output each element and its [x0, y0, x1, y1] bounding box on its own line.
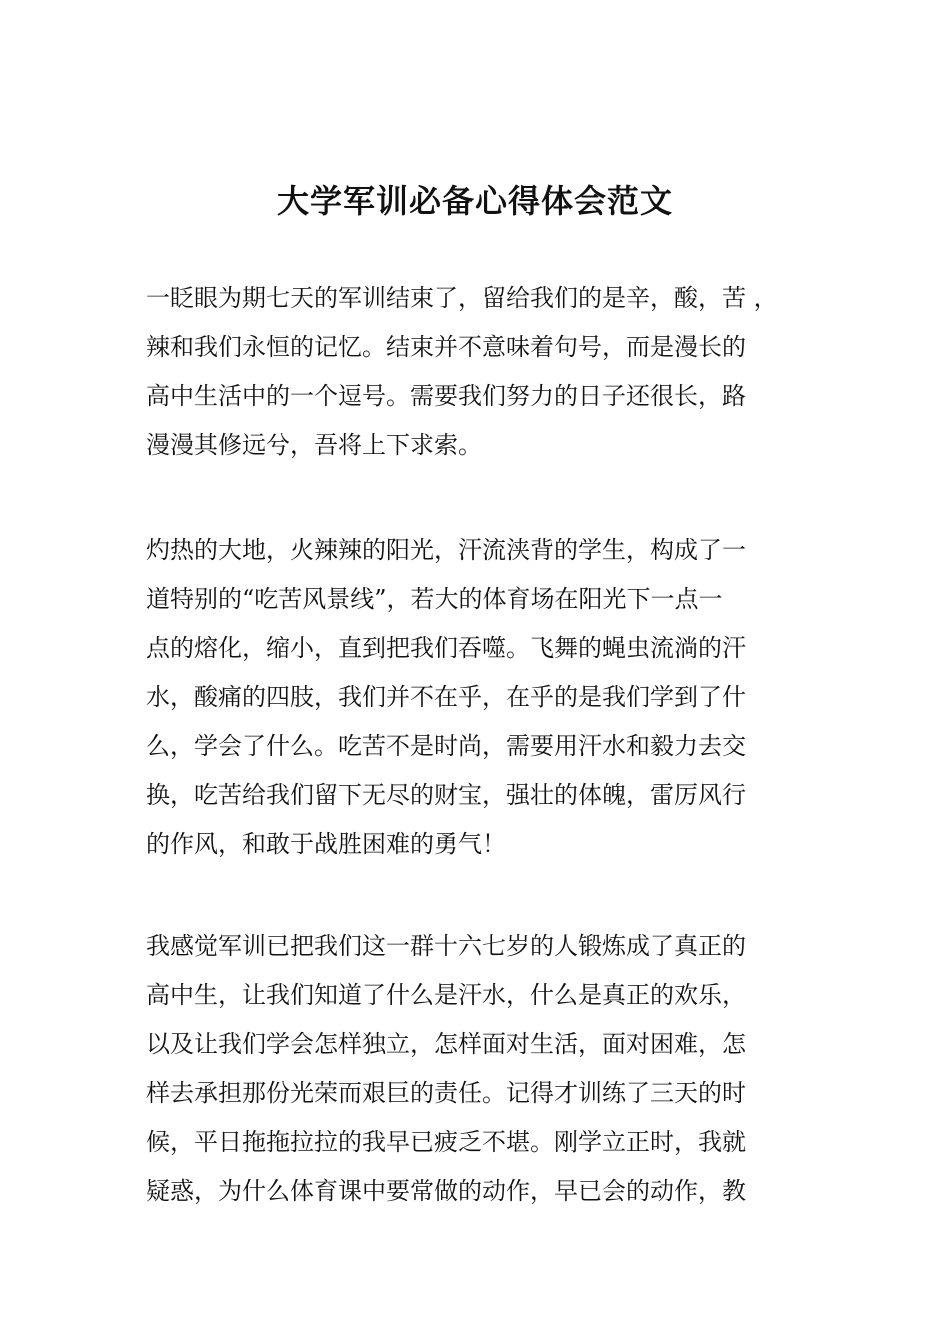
paragraph-line: 换，吃苦给我们留下无尽的财宝，强壮的体魄，雷厉风行: [146, 781, 746, 809]
paragraph-line: 道特别的“吃苦风景线”，若大的体育场在阳光下一点一: [146, 585, 723, 613]
paragraph-3: [146, 922, 816, 1216]
paragraph-line: 样去承担那份光荣而艰巨的责任。记得才训练了三天的时: [146, 1079, 746, 1107]
paragraph-1: [146, 274, 816, 470]
paragraph-2: [146, 526, 816, 869]
paragraph-line: 高中生，让我们知道了什么是汗水，什么是真正的欢乐，: [146, 981, 746, 1009]
paragraph-line: 漫漫其修远兮，吾将上下求索。: [146, 431, 482, 459]
paragraph-line: 以及让我们学会怎样独立，怎样面对生活，面对困难，怎: [146, 1030, 746, 1058]
paragraph-line: 的作风，和敢于战胜困难的勇气！: [146, 830, 506, 858]
paragraph-line: 么，学会了什么。吃苦不是时尚，需要用汗水和毅力去交: [146, 732, 746, 760]
paragraph-line: 点的熔化，缩小，直到把我们吞噬。飞舞的蝇虫流淌的汗: [146, 634, 746, 662]
paragraph-line: 辣和我们永恒的记忆。结束并不意味着句号，而是漫长的: [146, 333, 746, 361]
paragraph-line: 我感觉军训已把我们这一群十六七岁的人锻炼成了真正的: [146, 932, 746, 960]
document-title: 大学军训必备心得体会范文: [276, 182, 673, 220]
paragraph-line: 高中生活中的一个逗号。需要我们努力的日子还很长，路: [146, 382, 746, 410]
paragraph-line: 灼热的大地，火辣辣的阳光，汗流浃背的学生，构成了一: [146, 536, 746, 564]
paragraph-line: 疑惑，为什么体育课中要常做的动作，早已会的动作，教: [146, 1177, 746, 1205]
paragraph-line: 候，平日拖拖拉拉的我早已疲乏不堪。刚学立正时，我就: [146, 1128, 746, 1156]
paragraph-line: 一眨眼为期七天的军训结束了，留给我们的是辛，酸，苦 ，: [146, 284, 778, 312]
paragraph-line: 水，酸痛的四肢，我们并不在乎，在乎的是我们学到了什: [146, 683, 746, 711]
